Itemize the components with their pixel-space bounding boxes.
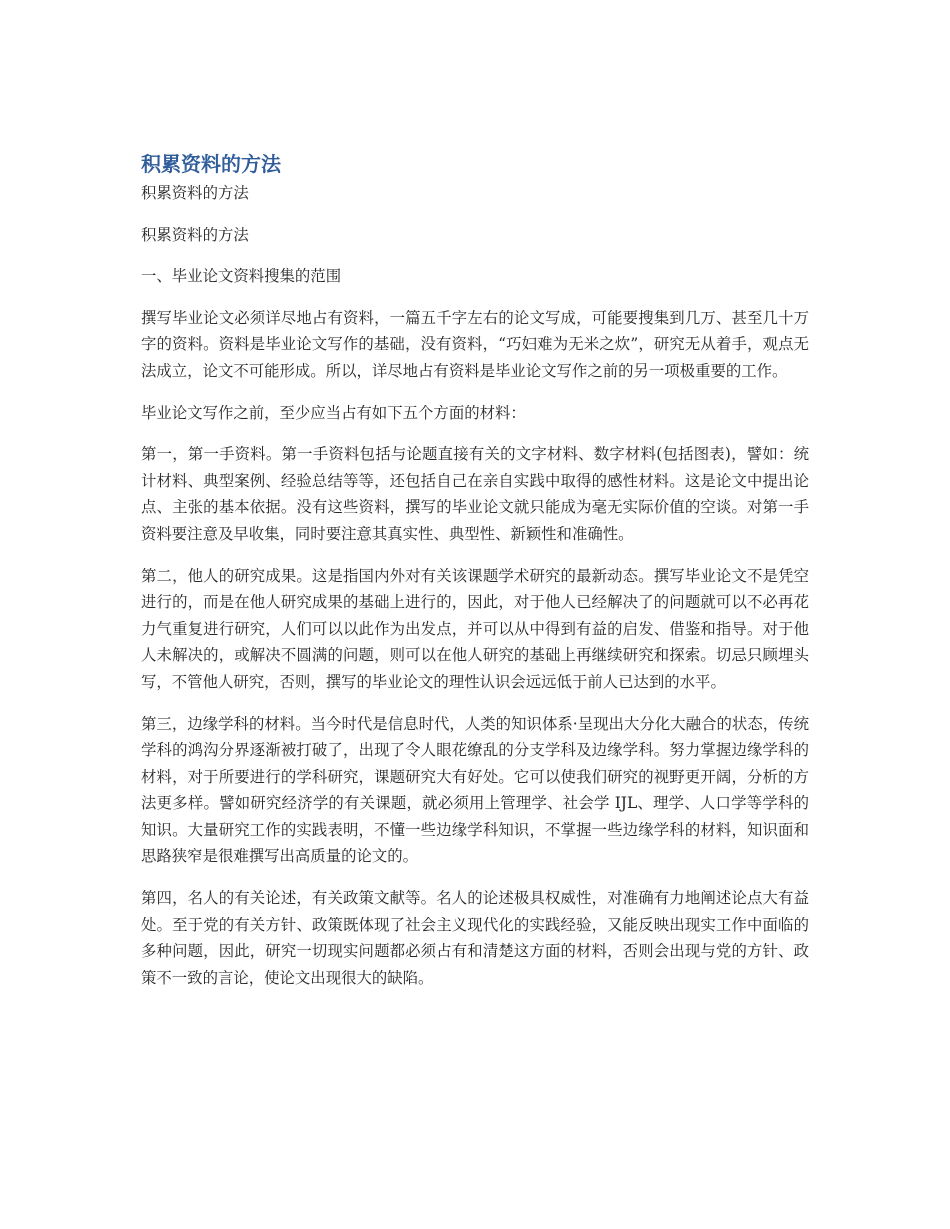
body-paragraph: 毕业论文写作之前，至少应当占有如下五个方面的材料： [141, 403, 526, 422]
subtitle-paragraph: 积累资料的方法 [141, 184, 249, 202]
body-paragraph: 第三，边缘学科的材料。当今时代是信息时代，人类的知识体系·呈现出大分化大融合的状态，传统学科的鸿沟分界逐渐被打破了，出现了令人眼花缭乱的分支学科及边缘学科。努力掌握边缘学科的材料，对于所要进行的学科研究，课题研究大有好处。它可以使我们研究的视野更开阔，分析的方法更多样。譬如研究经济学的有关课题，就必须用上管理学、社会学 IJL、理学、人口学等学科的知识。大量研究工作的实践表明，不懂一些边缘学科知识，不掌握一些边缘学科的材料，知识面和思路狭窄是很难撰写出高质量的论文的。 [141, 714, 809, 866]
body-paragraph: 撰写毕业论文必须详尽地占有资料，一篇五千字左右的论文写成，可能要搜集到几万、甚至几十万字的资料。资料是毕业论文写作的基础，没有资料，“巧妇难为无米之炊”，研究无从着手，观点无法成立，论文不可能形成。所以，详尽地占有资料是毕业论文写作之前的另一项极重要的工作。 [141, 308, 809, 380]
body-paragraph: 第二，他人的研究成果。这是指国内外对有关该课题学术研究的最新动态。撰写毕业论文不是凭空进行的，而是在他人研究成果的基础上进行的，因此，对于他人已经解决了的问题就可以不必再花力气重复进行研究，人们可以以此作为出发点，并可以从中得到有益的启发、借鉴和指导。对于他人未解决的，或解决不圆满的问题，则可以在他人研究的基础上再继续研究和探索。切忌只顾埋头写，不管他人研究，否则，撰写的毕业论文的理性认识会远远低于前人已达到的水平。 [141, 566, 809, 691]
body-paragraph: 第四，名人的有关论述，有关政策文献等。名人的论述极具权威性，对准确有力地阐述论点大有益处。至于党的有关方针、政策既体现了社会主义现代化的实践经验，又能反映出现实工作中面临的多种问题，因此，研究一切现实问题都必须占有和清楚这方面的材料，否则会出现与党的方针、政策不一致的言论，使论文出现很大的缺陷。 [141, 889, 809, 987]
section-heading: 一、毕业论文资料搜集的范围 [141, 267, 342, 286]
document-title: 积累资料的方法 [141, 152, 281, 176]
subtitle-paragraph: 积累资料的方法 [141, 225, 249, 244]
body-paragraph: 第一，第一手资料。第一手资料包括与论题直接有关的文字材料、数字材料(包括图表)，譬如：统计材料、典型案例、经验总结等等，还包括自己在亲自实践中取得的感性材料。这是论文中提出论点、主张的基本依据。没有这些资料，撰写的毕业论文就只能成为毫无实际价值的空谈。对第一手资料要注意及早收集，同时要注意其真实性、典型性、新颖性和准确性。 [141, 445, 809, 543]
document-page [141, 148, 809, 1006]
